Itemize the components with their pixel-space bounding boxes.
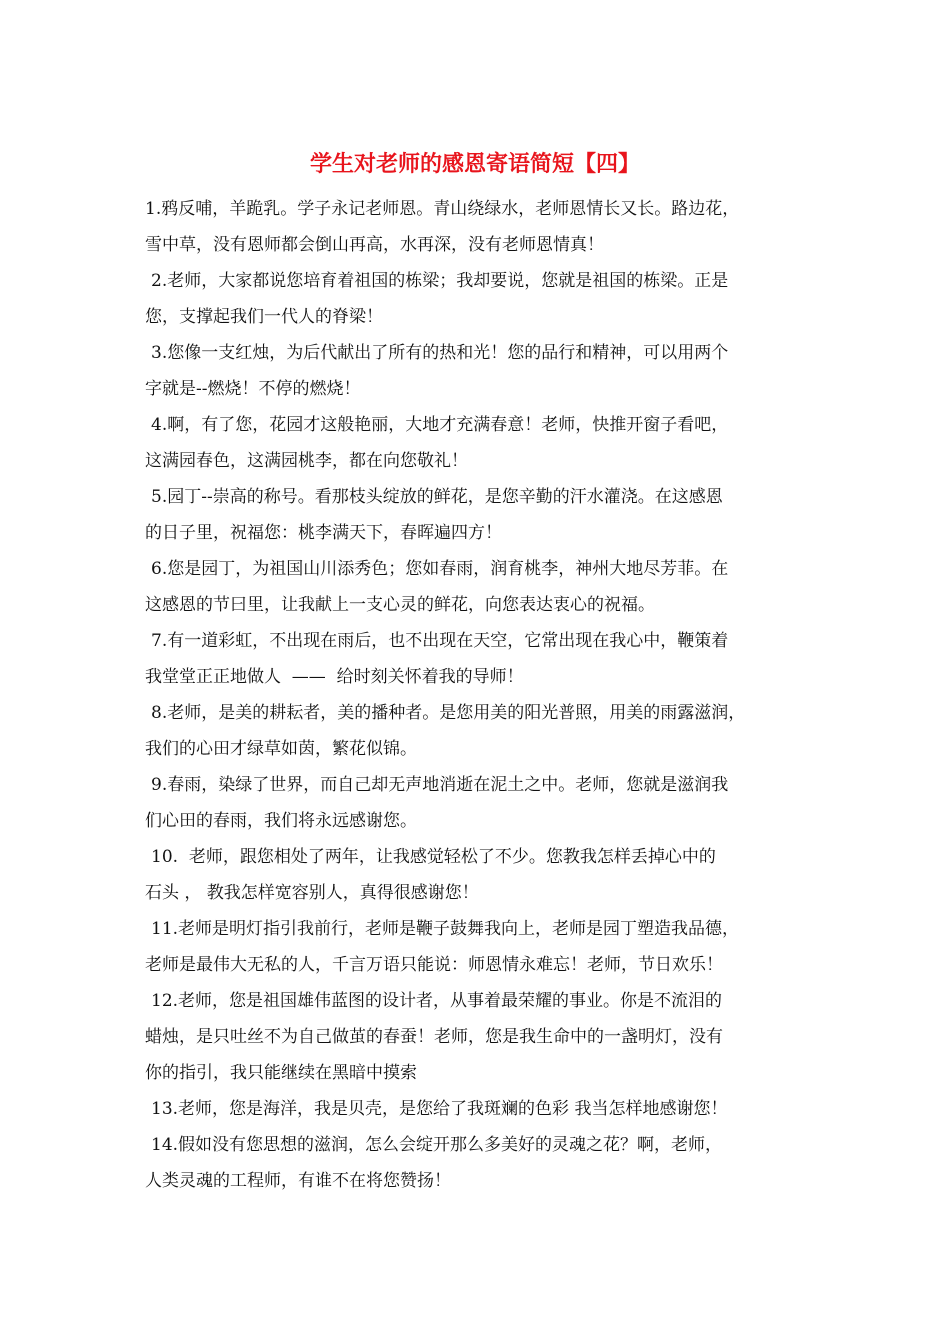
item-line: 老师是最伟大无私的人，千言万语只能说：师恩情永难忘！老师，节日欢乐！ xyxy=(145,955,723,975)
item-line: 10. 老师，跟您相处了两年，让我感觉轻松了不少。您教我怎样丢掉心中的 xyxy=(151,847,716,867)
item-line: 的日子里，祝福您：桃李满天下，春晖遍四方！ xyxy=(145,523,502,543)
document-body xyxy=(145,191,817,1199)
list-item-11 xyxy=(145,911,817,983)
item-line: 13.老师，您是海洋，我是贝壳，是您给了我斑斓的色彩 我当怎样地感谢您！ xyxy=(151,1099,728,1119)
list-item-10 xyxy=(145,839,817,911)
list-item-3 xyxy=(145,335,817,407)
list-item-13 xyxy=(145,1091,817,1127)
list-item-7 xyxy=(145,623,817,695)
item-line: 12.老师，您是祖国雄伟蓝图的设计者，从事着最荣耀的事业。你是不流泪的 xyxy=(151,991,723,1011)
item-line: 11.老师是明灯指引我前行，老师是鞭子鼓舞我向上，老师是园丁塑造我品德， xyxy=(151,919,740,939)
list-item-12 xyxy=(145,983,817,1091)
item-line: 14.假如没有您思想的滋润，怎么会绽开那么多美好的灵魂之花？啊，老师， xyxy=(151,1135,723,1155)
document-title: 学生对老师的感恩寄语简短【四】 xyxy=(309,151,640,177)
list-item-6 xyxy=(145,551,817,623)
item-line: 你的指引，我只能继续在黑暗中摸索 xyxy=(145,1063,417,1083)
list-item-4 xyxy=(145,407,817,479)
item-line: 们心田的春雨，我们将永远感谢您。 xyxy=(145,811,417,831)
list-item-5 xyxy=(145,479,817,551)
item-line: 6.您是园丁，为祖国山川添秀色；您如春雨，润育桃李，神州大地尽芳菲。在 xyxy=(151,559,729,579)
list-item-8 xyxy=(145,695,817,767)
list-item-9 xyxy=(145,767,817,839)
item-line: 雪中草，没有恩师都会倒山再高，水再深，没有老师恩情真！ xyxy=(145,235,604,255)
item-line: 1.鸦反哺，羊跪乳。学子永记老师恩。青山绕绿水，老师恩情长又长。路边花， xyxy=(145,199,740,219)
item-line: 我们的心田才绿草如茵，繁花似锦。 xyxy=(145,739,417,759)
item-line: 我堂堂正正地做人 —— 给时刻关怀着我的导师！ xyxy=(145,667,524,687)
item-line: 7.有一道彩虹，不出现在雨后，也不出现在天空，它常出现在我心中，鞭策着 xyxy=(151,631,729,651)
item-line: 3.您像一支红烛，为后代献出了所有的热和光！您的品行和精神，可以用两个 xyxy=(151,343,729,363)
item-line: 这感恩的节曰里，让我献上一支心灵的鲜花，向您表达衷心的祝福。 xyxy=(145,595,655,615)
item-line: 8.老师，是美的耕耘者，美的播种者。是您用美的阳光普照，用美的雨露滋润， xyxy=(151,703,746,723)
item-line: 人类灵魂的工程师，有谁不在将您赞扬！ xyxy=(145,1171,451,1191)
item-line: 9.春雨，染绿了世界，而自己却无声地消逝在泥土之中。老师，您就是滋润我 xyxy=(151,775,729,795)
item-line: 5.园丁--崇高的称号。看那枝头绽放的鲜花，是您辛勤的汗水灌浇。在这感恩 xyxy=(151,487,723,507)
item-line: 4.啊，有了您，花园才这般艳丽，大地才充满春意！老师，快推开窗子看吧， xyxy=(151,415,729,435)
item-line: 2.老师，大家都说您培育着祖国的栋梁；我却要说，您就是祖国的栋梁。正是 xyxy=(151,271,729,291)
item-line: 蜡烛，是只吐丝不为自己做茧的春蚕！老师，您是我生命中的一盏明灯，没有 xyxy=(145,1027,723,1047)
item-line: 您，支撑起我们一代人的脊梁！ xyxy=(145,307,383,327)
list-item-1 xyxy=(145,191,817,263)
item-line: 字就是--燃烧！不停的燃烧！ xyxy=(145,379,361,399)
list-item-2 xyxy=(145,263,817,335)
item-line: 石头 ， 教我怎样宽容别人，真得很感谢您！ xyxy=(145,883,479,903)
item-line: 这满园春色，这满园桃李，都在向您敬礼！ xyxy=(145,451,468,471)
list-item-14 xyxy=(145,1127,817,1199)
